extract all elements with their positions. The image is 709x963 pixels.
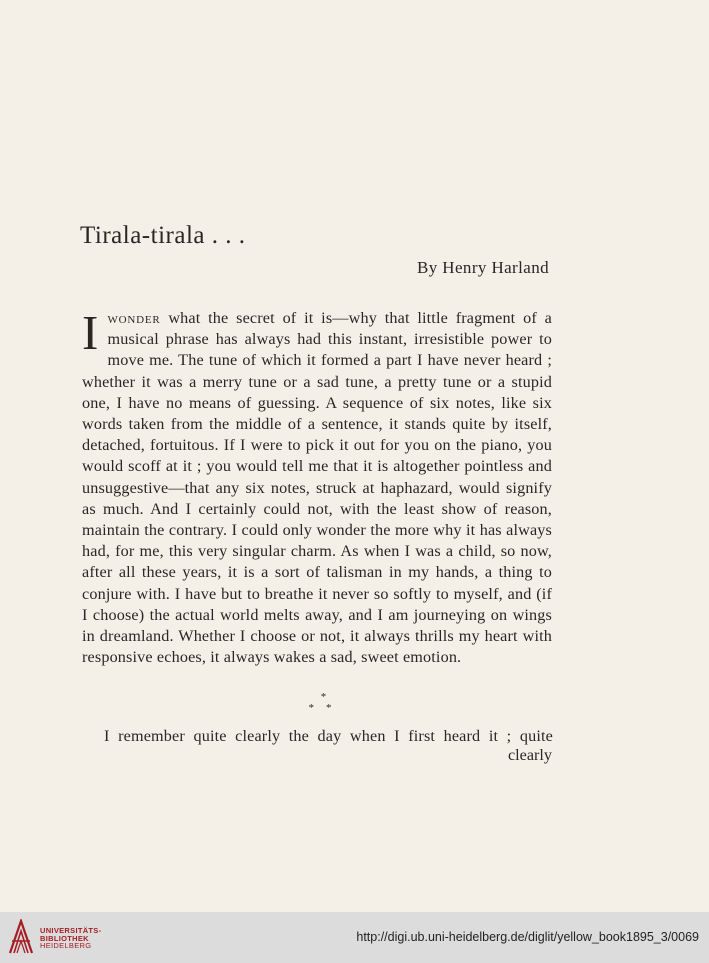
library-logo-text[interactable] bbox=[40, 927, 101, 950]
drop-cap: I bbox=[82, 305, 99, 360]
logo-line-3: HEIDELBERG bbox=[40, 941, 92, 950]
article-title: Tirala-tirala . . . bbox=[80, 222, 246, 249]
opening-small-caps: wonder bbox=[107, 309, 161, 327]
separator-stars-bottom: ** bbox=[308, 702, 344, 714]
library-footer-bar bbox=[0, 912, 709, 963]
article-body bbox=[82, 305, 552, 668]
paragraph-1 bbox=[82, 305, 552, 668]
document-url-link[interactable]: http://digi.ub.uni-heidelberg.de/diglit/yellow_book1895_3/0069 bbox=[356, 930, 699, 944]
author-byline: By Henry Harland bbox=[417, 258, 549, 277]
logo-line-1: UNIVERSITÄTS- bbox=[40, 926, 102, 935]
catchword: clearly bbox=[507, 746, 552, 764]
logo-line-2: BIBLIOTHEK bbox=[40, 933, 89, 943]
heidelberg-library-logo-icon[interactable] bbox=[8, 919, 34, 955]
paragraph-2: I remember quite clearly the day when I first heard it ; quite bbox=[104, 727, 553, 745]
section-separator bbox=[292, 692, 352, 714]
separator-star-top: * bbox=[320, 691, 327, 703]
paragraph-1-text: what the secret of it is—why that little fragment of a musical phrase has always had this instant, irresistible power to move me. The tune of which it formed a part I have never heard ; whether it was a merry tune or a sad tune, a pretty tune or a stupid one, I have no means of guessing. A sequence of six notes, like six words taken from the middle of a sentence, it stands quite by itself, detached, fortuitous. If I were to pick it out for you on the piano, you would scoff at it ; you would tell me that it is altogether pointless and unsuggestive—that any six notes, struck at haphazard, would signify as much. And I certainly could not, with the least show of reason, maintain the contrary. I could only wonder the more why it has always had, for me, this very singular charm. As when I was a child, so now, after all these years, it is a sort of talisman in my hands, a thing to conjure with. I have but to breathe it never so softly to myself, and (if I choose) the actual world melts away, and I am journeying on wings in dreamland. Whether I choose or not, it always thrills my heart with responsive echoes, it always wakes a sad, sweet emotion. bbox=[82, 309, 552, 667]
